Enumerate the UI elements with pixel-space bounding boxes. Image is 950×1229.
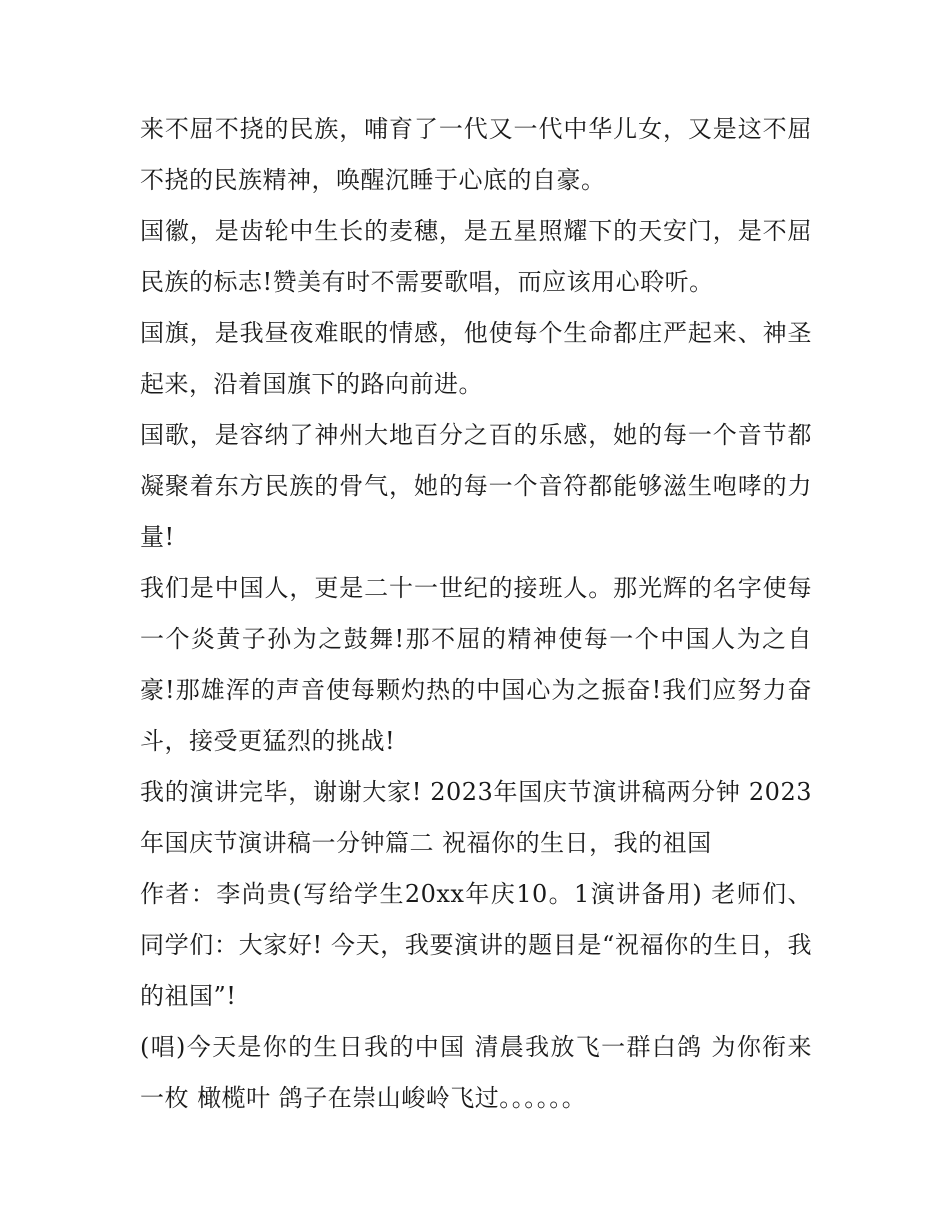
paragraph-6: 我的演讲完毕，谢谢大家! 2023年国庆节演讲稿两分钟 2023年国庆节演讲稿一分钟篇二 祝福你的生日，我的祖国 — [140, 778, 812, 857]
paragraph-4: 国歌，是容纳了神州大地百分之百的乐感，她的每一个音节都凝聚着东方民族的骨气，她的每一个音符都能够滋生咆哮的力量! — [140, 421, 812, 551]
paragraph-5: 我们是中国人，更是二十一世纪的接班人。那光辉的名字使每一个炎黄子孙为之鼓舞!那不屈的精神使每一个中国人为之自豪!那雄浑的声音使每颗灼热的中国心为之振奋!我们应努力奋斗，接受更猛烈的挑战! — [140, 574, 812, 755]
paragraph-8: (唱)今天是你的生日我的中国 清晨我放飞一群白鸽 为你衔来一枚 橄榄叶 鸽子在崇山峻岭飞过。。。。。。 — [140, 1033, 812, 1112]
paragraph-2: 国徽，是齿轮中生长的麦穗，是五星照耀下的天安门，是不屈民族的标志!赞美有时不需要歌唱，而应该用心聆听。 — [140, 217, 812, 296]
paragraph-1: 来不屈不挠的民族，哺育了一代又一代中华儿女，又是这不屈不挠的民族精神，唤醒沉睡于心底的自豪。 — [140, 115, 812, 194]
document-body — [140, 104, 812, 1124]
paragraph-3: 国旗，是我昼夜难眠的情感，他使每个生命都庄严起来、神圣起来，沿着国旗下的路向前进。 — [140, 319, 812, 398]
paragraph-7: 作者：李尚贵(写给学生20xx年庆10。1演讲备用) 老师们、同学们：大家好! 今天，我要演讲的题目是“祝福你的生日，我的祖国”! — [140, 880, 812, 1010]
